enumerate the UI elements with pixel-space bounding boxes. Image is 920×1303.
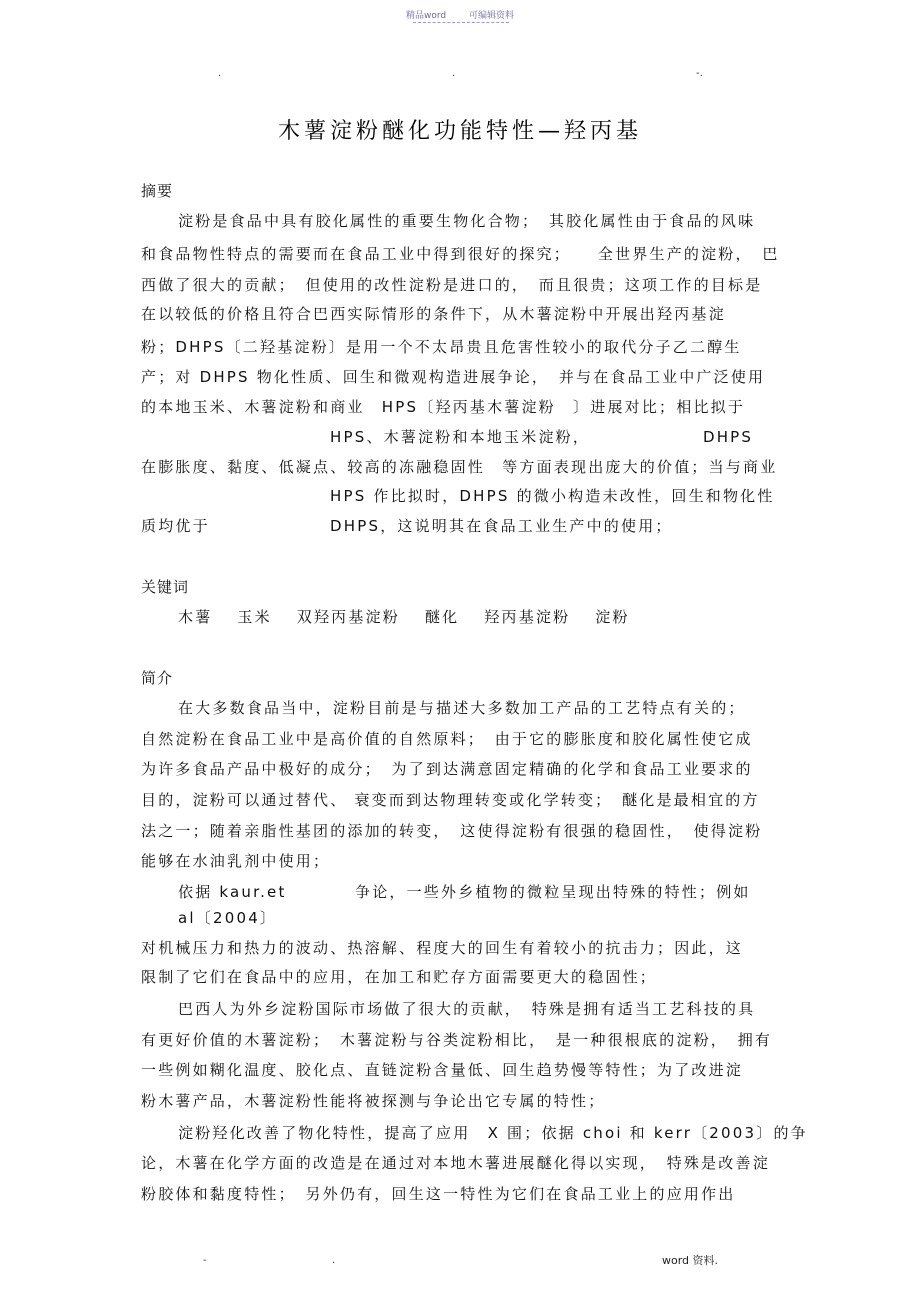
- intro-line: 为许多食品产品中极好的成分； 为了到达满意固定精确的化学和食品工业要求的: [141, 760, 753, 778]
- intro-line: 一些例如糊化温度、胶化点、直链淀粉含量低、回生趋势慢等特性；为了改进淀: [141, 1061, 744, 1079]
- intro-line: 有更好价值的木薯淀粉； 木薯淀粉与谷类淀粉相比， 是一种很根底的淀粉， 拥有: [141, 1031, 773, 1049]
- decor-dot: .: [218, 68, 222, 79]
- abstract-line: 的本地玉米、木薯淀粉和商业 HPS〔羟丙基木薯淀粉 〕进展对比；相比拟于: [141, 398, 746, 416]
- abstract-line: DHPS，这说明其在食品工业生产中的使用；: [330, 517, 673, 535]
- footer-label: word 资料.: [662, 1254, 719, 1267]
- abstract-line: HPS、木薯淀粉和本地玉米淀粉， DHPS: [330, 428, 754, 446]
- intro-line: 争论，一些外乡植物的微粒呈现出特殊的特性；例如: [355, 883, 751, 901]
- abstract-line: HPS 作比拟时，DHPS 的微小构造未改性，回生和物化性: [330, 487, 775, 505]
- page-header: [0, 8, 920, 21]
- abstract-line: 淀粉是食品中具有胶化属性的重要生物化合物； 其胶化属性由于食品的风味: [178, 212, 756, 230]
- abstract-line: 在以较低的价格且符合巴西实际情形的条件下，从木薯淀粉中开展出羟丙基淀: [141, 305, 726, 323]
- keywords-heading: 关键词: [141, 578, 190, 596]
- header-underline: [413, 22, 509, 23]
- intro-line: 在大多数食品当中，淀粉目前是与描述大多数加工产品的工艺特点有关的；: [178, 699, 746, 717]
- decor-dot: .: [332, 1255, 336, 1266]
- document-title: 木薯淀粉醚化功能特性—羟丙基: [277, 119, 642, 144]
- intro-line: 依据 kaur.et: [178, 883, 287, 901]
- keyword: 木薯: [178, 608, 213, 626]
- keyword: 双羟丙基淀粉: [296, 608, 400, 626]
- keyword: 羟丙基淀粉: [484, 608, 571, 626]
- intro-line: 自然淀粉在食品工业中是高价值的自然原料； 由于它的膨胀度和胶化属性使它成: [141, 730, 753, 748]
- keyword: 玉米: [237, 608, 272, 626]
- abstract-line: 粉；DHPS〔二羟基淀粉〕是用一个不太昂贵且危害性较小的取代分子乙二醇生: [141, 338, 742, 356]
- intro-line: 法之一；随着亲脂性基团的添加的转变， 这使得淀粉有很强的稳固性， 使得淀粉: [141, 822, 763, 840]
- intro-line: al〔2004〕: [178, 909, 278, 927]
- decor-dot: .: [452, 68, 456, 79]
- intro-heading: 简介: [141, 669, 174, 687]
- decor-dot: -: [203, 1255, 207, 1266]
- abstract-line: 质均优于: [141, 517, 210, 535]
- intro-line: 粉胶体和黏度特性； 另外仍有，回生这一特性为它们在食品工业上的应用作出: [141, 1185, 736, 1203]
- intro-line: 对机械压力和热力的波动、热溶解、程度大的回生有着较小的抗击力；因此，这: [141, 939, 744, 957]
- abstract-line: 和食品物性特点的需要而在食品工业中得到很好的探究； 全世界生产的淀粉， 巴: [141, 245, 780, 263]
- intro-line: 巴西人为外乡淀粉国际市场做了很大的贡献， 特殊是拥有适当工艺科技的具: [178, 1000, 756, 1018]
- header-right: 可编辑资料: [468, 11, 514, 21]
- keyword: 淀粉: [595, 608, 630, 626]
- abstract-line: 西做了很大的贡献； 但使用的改性淀粉是进口的， 而且很贵；这项工作的目标是: [141, 276, 763, 294]
- abstract-heading: 摘要: [141, 182, 174, 200]
- abstract-line: 产；对 DHPS 物化性质、回生和微观构造进展争论， 并与在食品工业中广泛使用: [141, 368, 766, 386]
- intro-line: 论，木薯在化学方面的改造是在通过对本地木薯进展醚化得以实现， 特殊是改善淀: [141, 1154, 770, 1172]
- intro-line: 淀粉羟化改善了物化特性，提高了应用 X 围；依据 choi 和 kerr〔2003〕的争: [178, 1124, 808, 1142]
- intro-line: 能够在水油乳剂中使用；: [141, 852, 331, 870]
- decor-dot: -.: [696, 68, 703, 79]
- intro-line: 目的，淀粉可以通过替代、 衰变而到达物理转变或化学转变； 醚化是最相宜的方: [141, 791, 760, 809]
- header-left: 精品word: [405, 11, 447, 21]
- intro-line: 限制了它们在食品中的应用，在加工和贮存方面需要更大的稳固性；: [141, 968, 658, 986]
- abstract-line: 在膨胀度、黏度、低凝点、较高的冻融稳固性 等方面表现出庞大的价值；当与商业: [141, 458, 778, 476]
- keyword: 醚化: [424, 608, 460, 626]
- intro-line: 粉木薯产品，木薯淀粉性能将被探测与争论出它专属的特性；: [141, 1092, 606, 1110]
- keywords-list: [178, 606, 818, 628]
